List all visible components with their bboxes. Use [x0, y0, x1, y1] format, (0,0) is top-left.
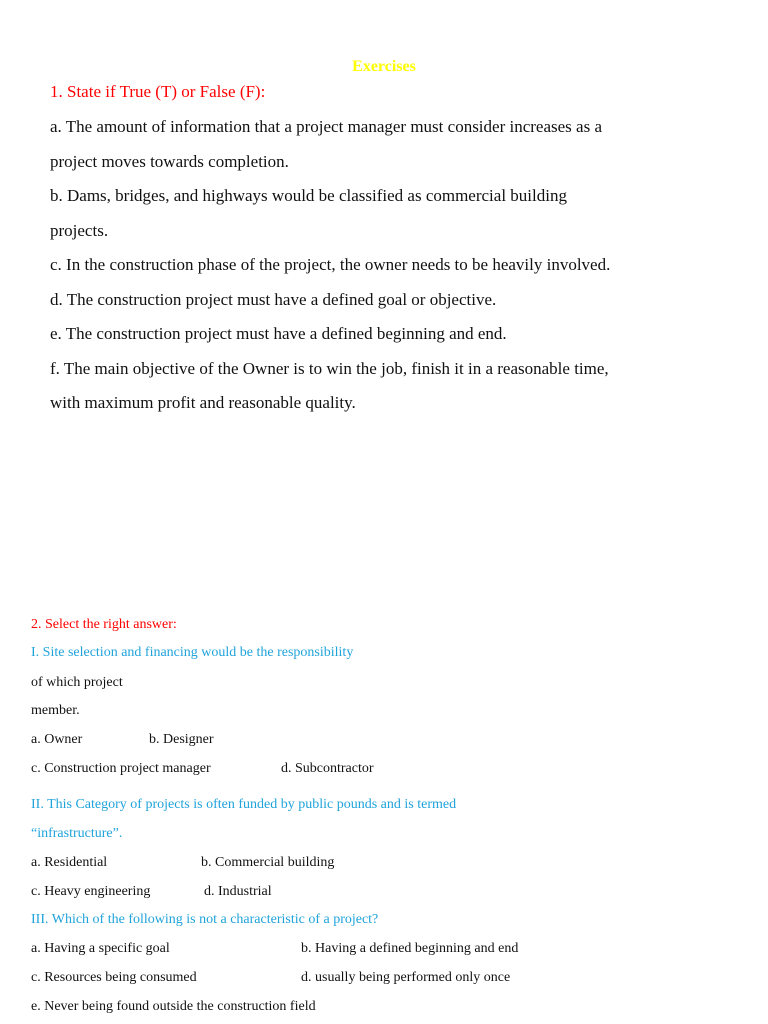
statement-f-line1: f. The main objective of the Owner is to win the job, finish it in a reasonable time,	[50, 358, 609, 378]
question-1-option-a: a. Owner	[31, 732, 83, 747]
question-1-option-b: b. Designer	[149, 732, 214, 747]
question-3-option-b: b. Having a defined beginning and end	[301, 941, 519, 956]
statement-a-line2: project moves towards completion.	[50, 151, 289, 171]
question-2-option-c: c. Heavy engineering	[31, 884, 151, 899]
page-title: Exercises	[352, 58, 416, 75]
question-2-option-a: a. Residential	[31, 855, 108, 870]
statement-f-line2: with maximum profit and reasonable quality.	[50, 393, 356, 412]
statement-d: d. The construction project must have a defined goal or objective.	[50, 289, 497, 309]
question-1-cont2: member.	[31, 703, 80, 718]
question-3-text: III. Which of the following is not a characteristic of a project?	[31, 912, 379, 927]
question-2-text: II. This Category of projects is often funded by public pounds and is termed	[31, 797, 457, 812]
question-2-option-d: d. Industrial	[204, 884, 272, 899]
section1-heading: 1. State if True (T) or False (F):	[50, 82, 266, 101]
question-3-option-c: c. Resources being consumed	[31, 970, 197, 985]
statement-a-line1: a. The amount of information that a project manager must consider increases as a	[50, 117, 602, 136]
question-1-option-c: c. Construction project manager	[31, 761, 211, 776]
question-2-cont1: “infrastructure”.	[31, 826, 123, 841]
question-1-text: I. Site selection and financing would be the responsibility	[31, 645, 354, 660]
question-1-cont1: of which project	[31, 675, 123, 690]
statement-e: e. The construction project must have a defined beginning and end.	[50, 324, 507, 343]
question-2-option-b: b. Commercial building	[201, 855, 335, 870]
question-1-option-d: d. Subcontractor	[281, 761, 374, 776]
question-3-option-d: d. usually being performed only once	[301, 970, 511, 985]
question-3-option-e: e. Never being found outside the construction field	[31, 999, 316, 1014]
statement-b-line1: b. Dams, bridges, and highways would be classified as commercial building	[50, 186, 567, 205]
statement-c: c. In the construction phase of the project, the owner needs to be heavily involved.	[50, 255, 611, 274]
section1-statements	[50, 110, 730, 421]
statement-b-line2: projects.	[50, 220, 109, 240]
section2-heading: 2. Select the right answer:	[31, 617, 177, 632]
question-3-option-a: a. Having a specific goal	[31, 941, 170, 956]
